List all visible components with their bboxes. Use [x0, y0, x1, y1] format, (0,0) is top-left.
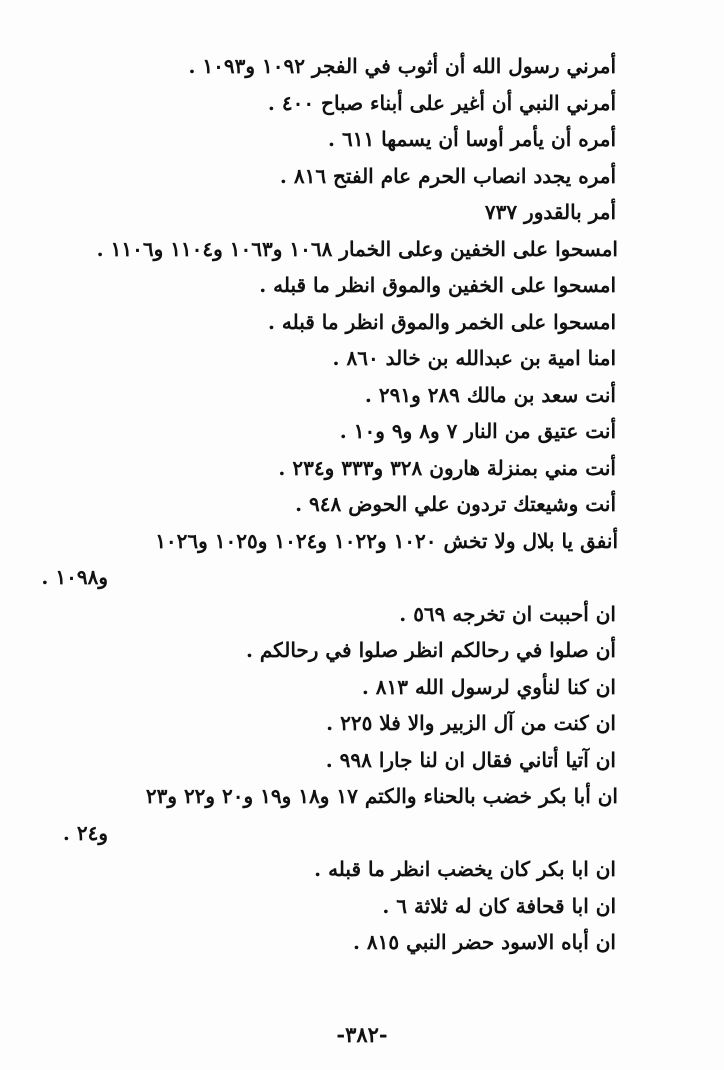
index-entry: امسحوا على الخفين وعلى الخمار ١٠٦٨ و١٠٦٣ و١١٠٤ و١١٠٦ . — [96, 236, 618, 261]
index-entry: امسحوا على الخفين والموق انظر ما قبله . — [259, 273, 616, 297]
index-entry: أمره أن يأمر أوسا أن يسمها ٦١١ . — [328, 127, 616, 151]
index-entry: ان كنت من آل الزبير والا فلا ٢٢٥ . — [326, 711, 616, 735]
index-entry: ان أبا بكر خضب بالحناء والكتم ١٧ و١٨ و١٩ و٢٠ و٢٢ و٢٣ — [145, 784, 618, 808]
index-entry: ان أحببت ان تخرجه ٥٦٩ . — [399, 601, 616, 626]
index-entry-continuation: و١٠٩٨ . — [41, 565, 108, 589]
index-entry: ان ابا بكر كان يخضب انظر ما قبله . — [314, 857, 616, 881]
index-entry: أمره يجدد انصاب الحرم عام الفتح ٨١٦ . — [279, 163, 616, 188]
index-entry: أنت عتيق من النار ٧ و٨ و٩ و١٠ . — [339, 419, 616, 443]
index-entry: ان أباه الاسود حضر النبي ٨١٥ . — [352, 930, 616, 954]
page-number: -٣٨٢- — [336, 1022, 388, 1047]
index-entry: ان ابا قحافة كان له ثلاثة ٦ . — [382, 893, 616, 918]
index-entry: ان كنا لنأوي لرسول الله ٨١٣ . — [361, 674, 616, 699]
index-entry: امسحوا على الخمر والموق انظر ما قبله . — [267, 309, 616, 334]
index-entry: أمر بالقدور ٧٣٧ — [484, 200, 616, 224]
hadith-index-list — [16, 48, 616, 961]
index-entry: امنا امية بن عبدالله بن خالد ٨٦٠ . — [332, 346, 616, 370]
index-entry: أنت وشيعتك تردون علي الحوض ٩٤٨ . — [295, 492, 616, 516]
index-entry: أمرني النبي أن أغير على أبناء صباح ٤٠٠ . — [267, 90, 616, 115]
index-entry: ان آتيا أتاني فقال ان لنا جارا ٩٩٨ . — [325, 747, 616, 772]
index-entry: أمرني رسول الله أن أثوب في الفجر ١٠٩٢ و١٠٩٣ . — [188, 54, 616, 78]
index-entry: أنفق يا بلال ولا تخش ١٠٢٠ و١٠٢٢ و١٠٢٤ و١٠٢٥ و١٠٢٦ — [155, 528, 618, 553]
index-entry: أن صلوا في رحالكم انظر صلوا في رحالكم . — [245, 638, 616, 662]
index-entry-continuation: و٢٤ . — [62, 820, 108, 845]
index-entry: أنت مني بمنزلة هارون ٣٢٨ و٣٣٣ و٢٣٤ . — [278, 455, 616, 480]
index-entry: أنت سعد بن مالك ٢٨٩ و٢٩١ . — [364, 382, 616, 407]
